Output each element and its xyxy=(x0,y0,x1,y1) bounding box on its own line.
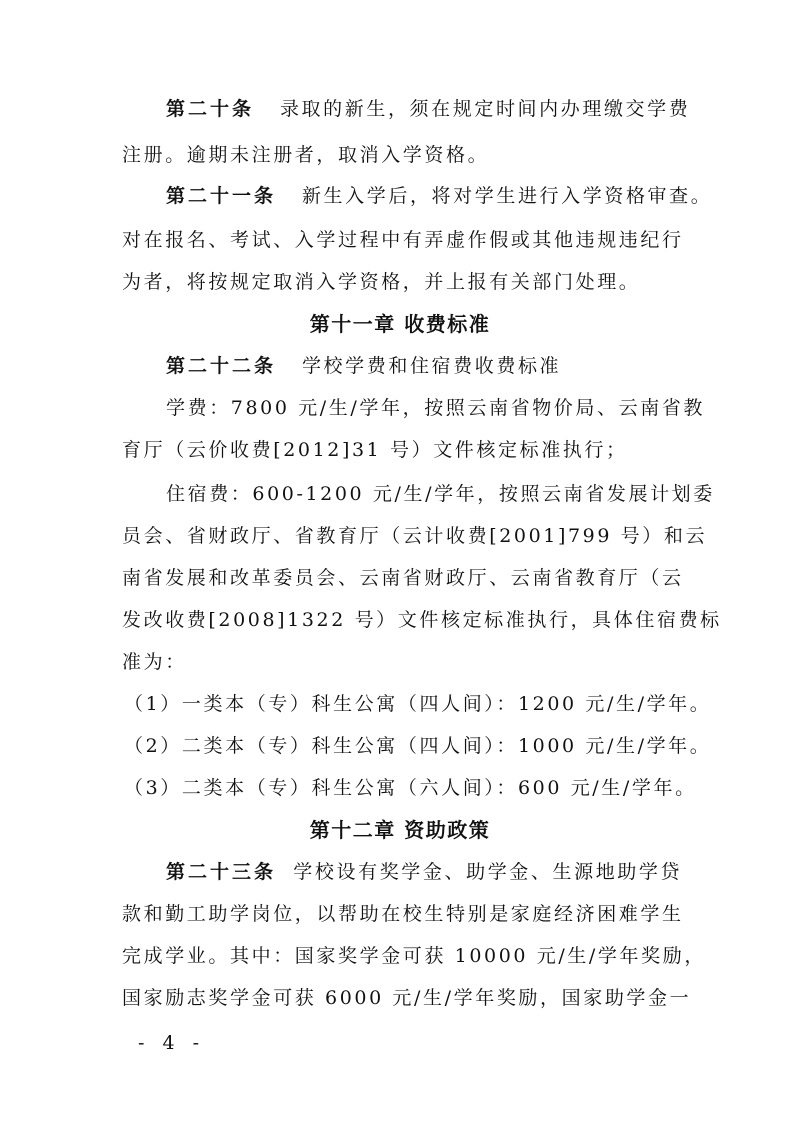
article-20-text: 录取的新生，须在规定时间内办理缴交学费 xyxy=(279,98,691,120)
dorm-item-2: （2）二类本（专）科生公寓（四人间）：1000 元/生/学年。 xyxy=(124,735,712,757)
chapter-11-heading: 第十一章 收费标准 xyxy=(309,312,491,336)
article-21-line-1 xyxy=(166,181,713,211)
article-22-line-1 xyxy=(166,351,682,381)
article-22-label: 第二十二条 xyxy=(166,355,277,377)
article-23-line-3: 完成学业。其中：国家奖学金可获 10000 元/生/学年奖励， xyxy=(122,945,706,967)
article-20-label: 第二十条 xyxy=(166,98,255,120)
dorm-item-1: （1）一类本（专）科生公寓（四人间）：1200 元/生/学年。 xyxy=(124,693,712,715)
article-23-line-4: 国家励志奖学金可获 6000 元/生/学年奖励，国家助学金一 xyxy=(122,987,692,1009)
article-21-line-2: 对在报名、考试、入学过程中有弄虚作假或其他违规违纪行 xyxy=(122,229,684,251)
article-21-label: 第二十一条 xyxy=(166,185,277,207)
dorm-fee-line-3: 南省发展和改革委员会、云南省财政厅、云南省教育厅（云 xyxy=(122,567,684,589)
article-22-text: 学校学费和住宿费收费标准 xyxy=(301,355,562,377)
article-23-line-2: 款和勤工助学岗位，以帮助在校生特别是家庭经济困难学生 xyxy=(122,903,684,925)
article-20-line-2: 注册。逾期未注册者，取消入学资格。 xyxy=(122,144,490,166)
page-number: - 4 - xyxy=(138,1032,206,1054)
tuition-line-2: 育厅（云价收费[2012]31 号）文件核定标准执行； xyxy=(122,439,628,461)
article-23-label: 第二十三条 xyxy=(166,861,277,883)
dorm-fee-line-4: 发改收费[2008]1322 号）文件核定标准执行，具体住宿费标 xyxy=(122,609,722,631)
article-23-text: 学校设有奖学金、助学金、生源地助学贷 xyxy=(293,861,683,883)
article-21-text: 新生入学后，将对学生进行入学资格审查。 xyxy=(301,185,713,207)
article-21-line-3: 为者，将按规定取消入学资格，并上报有关部门处理。 xyxy=(122,271,641,293)
dorm-fee-line-2: 员会、省财政厅、省教育厅（云计收费[2001]799 号）和云 xyxy=(122,525,708,547)
dorm-fee-line-1: 住宿费：600-1200 元/生/学年，按照云南省发展计划委 xyxy=(166,483,715,505)
dorm-fee-line-5: 准为： xyxy=(122,651,187,673)
chapter-12-heading: 第十二章 资助政策 xyxy=(309,818,491,842)
article-23-line-1 xyxy=(166,857,682,887)
article-20-line-1 xyxy=(166,94,691,124)
dorm-item-3: （3）二类本（专）科生公寓（六人间）：600 元/生/学年。 xyxy=(124,777,697,799)
tuition-line-1: 学费：7800 元/生/学年，按照云南省物价局、云南省教 xyxy=(166,397,705,419)
